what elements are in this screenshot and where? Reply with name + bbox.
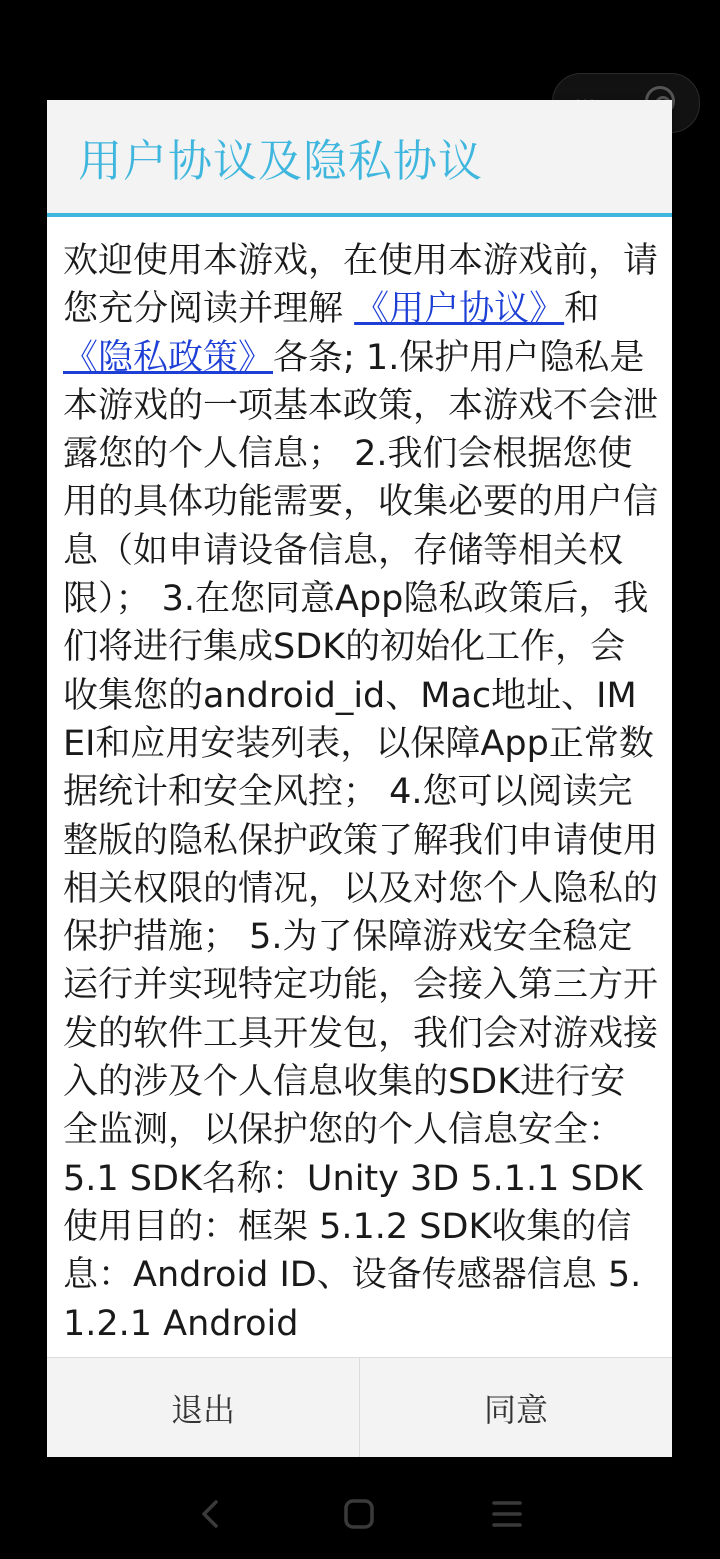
navigation-bar bbox=[0, 1470, 720, 1559]
chevron-left-icon[interactable] bbox=[190, 1496, 230, 1532]
dialog-footer bbox=[47, 1357, 672, 1457]
user-agreement-link[interactable]: 《用户协议》 bbox=[354, 289, 565, 330]
dialog-header bbox=[47, 100, 672, 217]
square-home-icon[interactable] bbox=[340, 1496, 380, 1532]
intro-text: 欢迎使用本游戏，在使用本游戏前，请您充分阅读并理解 bbox=[63, 241, 659, 330]
policy-content-text: 各条; 1.保护用户隐私是本游戏的一项基本政策，本游戏不会泄露您的个人信息； 2.我们会根据您使用的具体功能需要，收集必要的用户信息（如申请设备信息，存储等相关权限）； 3.在您同意App隐私政策后，我们将进行集成SDK的初始化工作，会收集您的android_id、Mac地址、IMEI和应用安装列表，以保障App正常数据统计和安全风控； 4.您可以阅读完整版的隐私保护政策了解我们申请使用相关权限的情况，以及对您个人隐私的保护措施； 5.为了保障游戏安全稳定运行并实现特定功能，会接入第三方开发的软件工具开发包，我们会对游戏接入的涉及个人信息收集的SDK进行安全监测，以保护您的个人信息安全： 5.1 SDK名称：Unity 3D 5.1.1 SDK使用目的：框架 5.1.2 SDK收集的信息：Android ID、设备传感器信息 5.1.2.1 Android bbox=[63, 337, 659, 1344]
privacy-policy-link[interactable]: 《隐私政策》 bbox=[63, 337, 274, 378]
agree-button[interactable]: 同意 bbox=[483, 1390, 548, 1429]
exit-button[interactable]: 退出 bbox=[47, 1358, 360, 1457]
agreement-dialog bbox=[47, 100, 672, 1457]
dialog-title: 用户协议及隐私协议 bbox=[78, 135, 483, 187]
agreement-text bbox=[63, 237, 658, 1348]
and-text: 和 bbox=[564, 289, 600, 330]
dialog-body[interactable] bbox=[47, 217, 672, 1358]
hamburger-menu-icon[interactable] bbox=[488, 1496, 528, 1532]
